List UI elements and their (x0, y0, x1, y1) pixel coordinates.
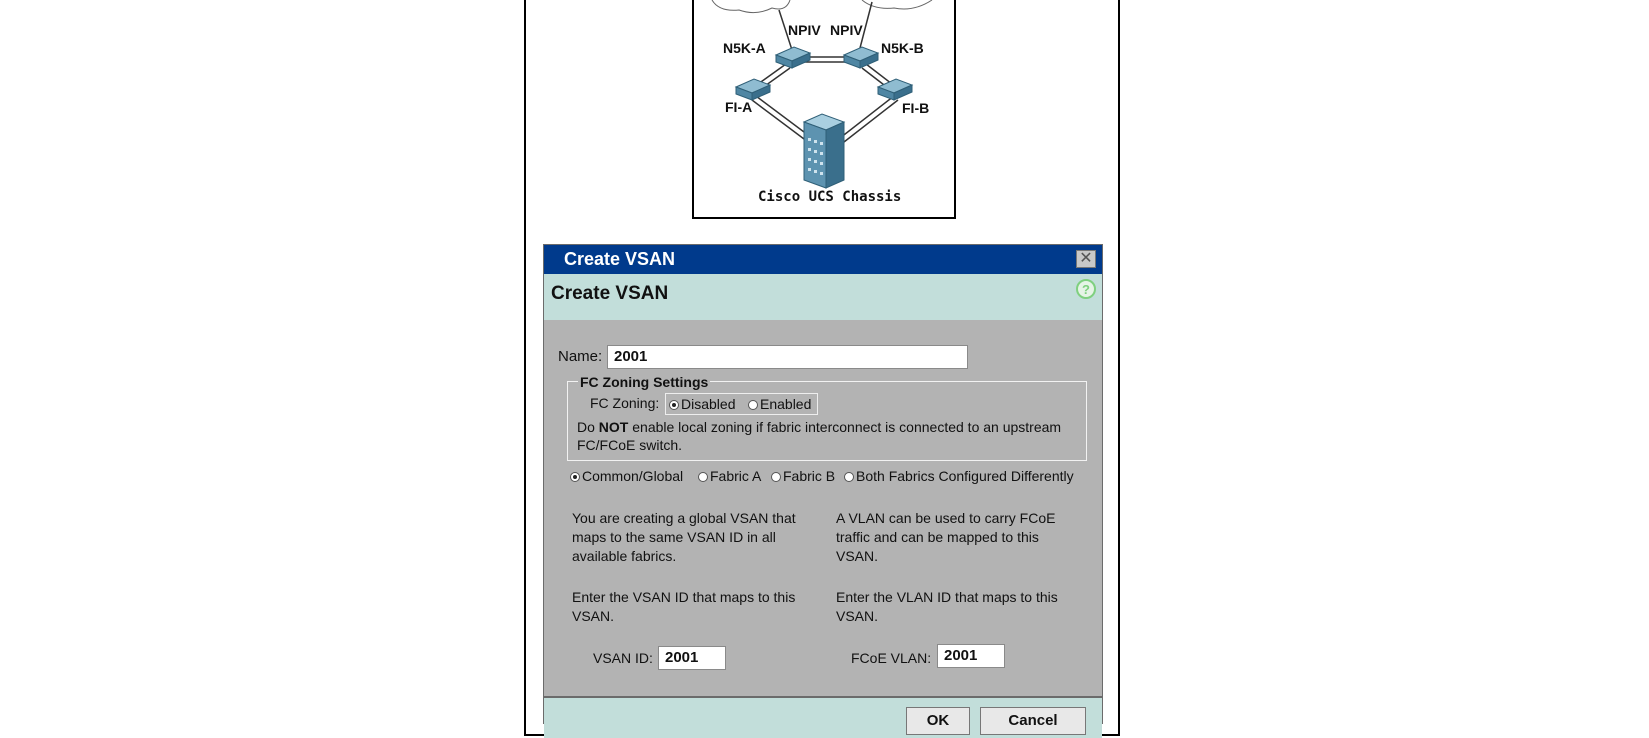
dialog-header (544, 274, 1102, 320)
switch-icon-fi-b (878, 79, 912, 100)
note-bold: NOT (598, 419, 629, 435)
cancel-button[interactable]: Cancel (980, 707, 1086, 735)
question-icon: ? (1082, 281, 1090, 297)
n5k-a-label: N5K-A (723, 40, 766, 56)
npiv-right-label: NPIV (830, 22, 863, 38)
switch-icon-fi-a (736, 79, 770, 100)
vlan-id-instruction: Enter the VLAN ID that maps to this VSAN. (836, 589, 1058, 624)
note-suffix: enable local zoning if fabric interconnect is connected to an upstream FC/FCoE switch. (577, 419, 1062, 453)
scope-fabric-a-label: Fabric A (710, 468, 762, 484)
cloud-right-icon (862, 0, 932, 9)
scope-fabric-a-option[interactable] (698, 468, 761, 484)
vlan-description: A VLAN can be used to carry FCoE traffic and can be mapped to this VSAN. (836, 510, 1056, 564)
fi-a-label: FI-A (725, 99, 753, 115)
fc-zoning-radio-group (665, 393, 818, 415)
radio-unchecked-icon[interactable] (771, 472, 781, 482)
switch-icon-n5k-b (844, 47, 878, 68)
fc-zoning-settings-group (567, 374, 1087, 461)
n5k-b-label: N5K-B (881, 40, 924, 56)
chassis-icon (804, 114, 844, 188)
fc-zoning-label: FC Zoning: (590, 395, 660, 411)
dialog-footer (544, 696, 1102, 738)
fc-zoning-enabled-label: Enabled (760, 396, 812, 412)
page-title: Create VSAN (551, 283, 669, 304)
vsan-description: You are creating a global VSAN that maps to the same VSAN ID in all available fabrics. (572, 510, 796, 564)
chassis-caption: Cisco UCS Chassis (758, 189, 902, 205)
vsan-id-input[interactable]: 2001 (658, 646, 726, 670)
scope-both-fabrics-option[interactable] (844, 468, 1074, 484)
fi-b-label: FI-B (902, 100, 930, 116)
radio-checked-icon[interactable] (570, 472, 580, 482)
scope-fabric-b-label: Fabric B (783, 468, 836, 484)
radio-checked-icon[interactable] (669, 400, 679, 410)
create-vsan-dialog (543, 244, 1103, 729)
name-label: Name: (558, 348, 603, 365)
fc-zoning-enabled-option[interactable] (748, 396, 811, 412)
fc-zoning-disabled-option[interactable] (669, 396, 735, 412)
switch-icon-n5k-a (776, 47, 810, 68)
name-input[interactable]: 2001 (607, 345, 968, 369)
note-prefix: Do (577, 419, 599, 435)
cloud-left-icon (712, 0, 790, 13)
fcoe-vlan-label: FCoE VLAN: (851, 650, 932, 666)
npiv-left-label: NPIV (788, 22, 821, 38)
close-button[interactable] (1076, 250, 1096, 268)
radio-unchecked-icon[interactable] (748, 400, 758, 410)
help-button[interactable] (1076, 279, 1096, 299)
dialog-window-title: Create VSAN (564, 249, 676, 269)
fc-zoning-legend: FC Zoning Settings (580, 374, 709, 390)
fc-zoning-disabled-label: Disabled (681, 396, 736, 412)
close-icon: ✕ (1079, 250, 1093, 267)
radio-unchecked-icon[interactable] (698, 472, 708, 482)
network-diagram (692, 0, 956, 219)
dialog-titlebar[interactable] (544, 245, 1102, 274)
radio-unchecked-icon[interactable] (844, 472, 854, 482)
scope-common-global-option[interactable] (570, 468, 683, 484)
fcoe-vlan-input[interactable]: 2001 (937, 644, 1005, 668)
vsan-id-instruction: Enter the VSAN ID that maps to this VSAN. (572, 589, 796, 624)
vsan-id-label: VSAN ID: (593, 650, 653, 666)
scope-both-fabrics-label: Both Fabrics Configured Differently (856, 468, 1074, 484)
fc-zoning-note (577, 418, 1082, 454)
scope-common-global-label: Common/Global (582, 468, 684, 484)
ok-button[interactable]: OK (906, 707, 970, 735)
scope-fabric-b-option[interactable] (771, 468, 835, 484)
